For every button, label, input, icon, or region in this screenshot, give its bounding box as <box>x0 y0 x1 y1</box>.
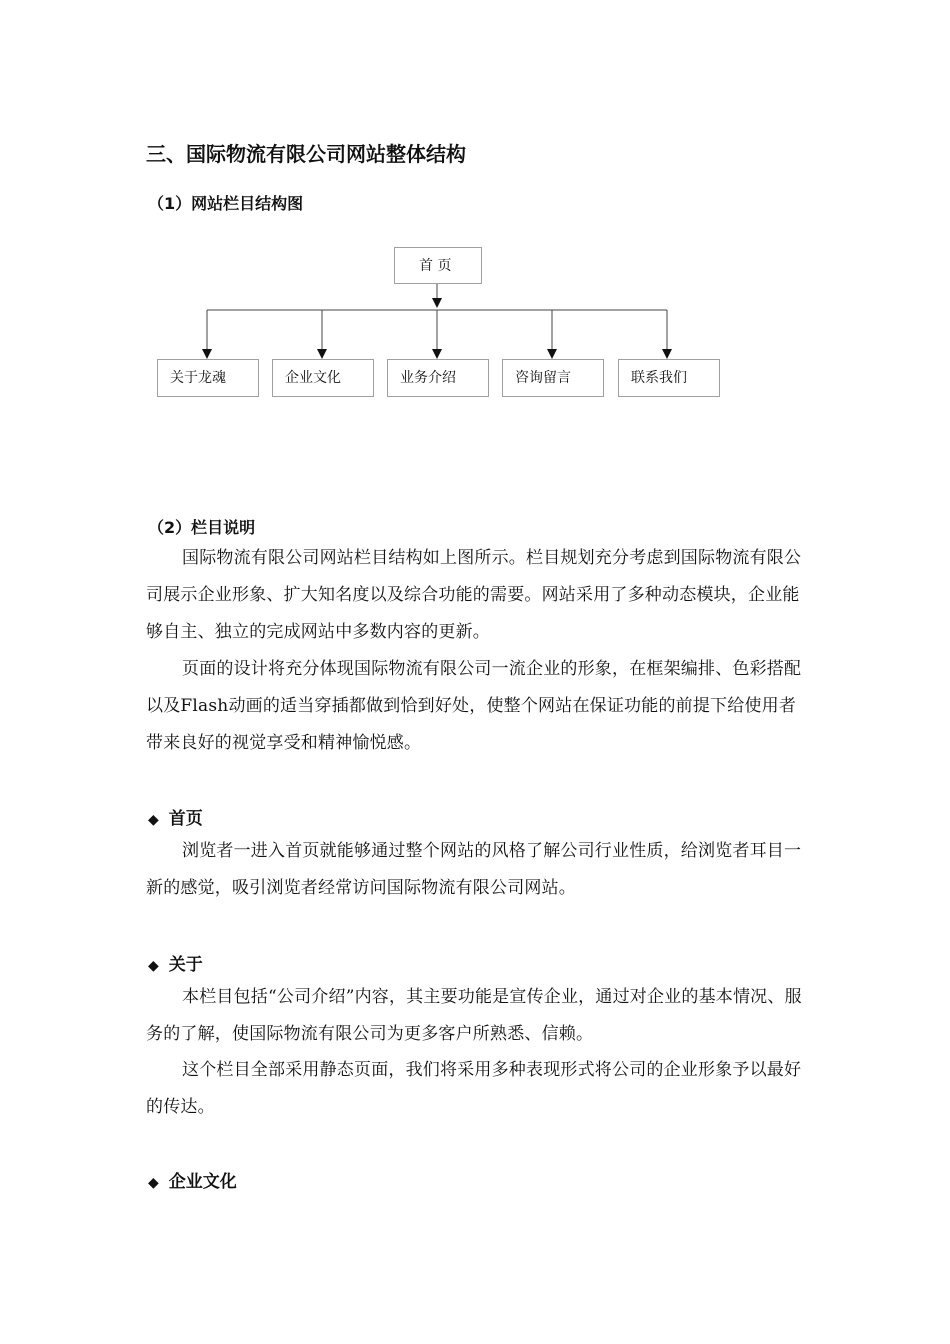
diagram-node-consult: 咨询留言 <box>502 359 604 397</box>
arrow-down-icon <box>432 298 442 308</box>
diagram-node-contact: 联系我们 <box>618 359 720 397</box>
bullet-heading-culture <box>148 1167 237 1192</box>
arrow-down-icon <box>432 349 442 359</box>
bullet-heading-about <box>148 950 203 975</box>
diagram-node-business: 业务介绍 <box>387 359 489 397</box>
arrow-down-icon <box>662 349 672 359</box>
diagram-node-root: 首 页 <box>394 247 482 284</box>
diamond-bullet-icon: ◆ <box>148 812 159 828</box>
diagram-connectors <box>0 0 950 420</box>
arrow-down-icon <box>547 349 557 359</box>
paragraph: 国际物流有限公司网站栏目结构如上图所示。栏目规划充分考虑到国际物流有限公司展示企业形象、扩大知名度以及综合功能的需要。网站采用了多种动态模块，企业能够自主、独立的完成网站中多数内容的更新。 <box>146 548 802 642</box>
bullet-heading-label: 关于 <box>168 955 203 975</box>
arrow-down-icon <box>202 349 212 359</box>
paragraph: 浏览者一进入首页就能够通过整个网站的风格了解公司行业性质，给浏览者耳目一新的感觉，吸引浏览者经常访问国际物流有限公司网站。 <box>146 841 802 898</box>
arrow-down-icon <box>317 349 327 359</box>
subsection-title-structure: （1）网站栏目结构图 <box>148 194 304 213</box>
paragraph: 页面的设计将充分体现国际物流有限公司一流企业的形象，在框架编排、色彩搭配以及Flash动画的适当穿插都做到恰到好处，使整个网站在保证功能的前提下给使用者带来良好的视觉享受和精神愉悦感。 <box>146 659 802 753</box>
paragraph: 本栏目包括“公司介绍”内容，其主要功能是宣传企业，通过对企业的基本情况、服务的了解，使国际物流有限公司为更多客户所熟悉、信赖。 <box>146 987 802 1044</box>
bullet-heading-home <box>148 804 203 829</box>
section-title: 三、国际物流有限公司网站整体结构 <box>146 142 466 166</box>
subsection-title-description: （2）栏目说明 <box>148 518 256 537</box>
diagram-node-about: 关于龙魂 <box>157 359 259 397</box>
diamond-bullet-icon: ◆ <box>148 1175 159 1191</box>
diamond-bullet-icon: ◆ <box>148 958 159 974</box>
bullet-heading-label: 首页 <box>168 809 203 829</box>
diagram-node-culture: 企业文化 <box>272 359 374 397</box>
paragraph: 这个栏目全部采用静态页面，我们将采用多种表现形式将公司的企业形象予以最好的传达。 <box>146 1060 802 1117</box>
bullet-heading-label: 企业文化 <box>168 1172 237 1192</box>
